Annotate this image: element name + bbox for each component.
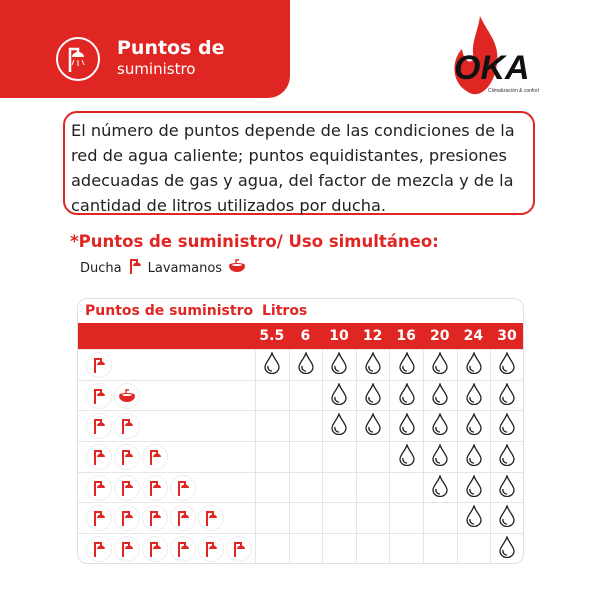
supply-points-cell <box>78 503 255 533</box>
liters-header-cell: 16 <box>396 328 416 344</box>
shower-icon <box>115 476 139 500</box>
table-row <box>78 472 523 503</box>
description-box: El número de puntos depende de las condiciones de la red de agua caliente; puntos equidistantes, presiones adecuadas de gas y agua, del factor de mezcla y de la cantidad de litros utilizados por ducha. <box>63 111 535 215</box>
col-header-points: Puntos de suministro <box>85 303 254 319</box>
liters-cell <box>356 503 390 533</box>
liters-cell <box>289 503 323 533</box>
liters-cell <box>255 534 289 564</box>
water-drop-icon <box>399 352 415 378</box>
water-drop-icon <box>466 505 482 531</box>
water-drop-icon <box>432 475 448 501</box>
water-drop-icon <box>365 352 381 378</box>
liters-cell <box>457 503 491 533</box>
col-header-liters: Litros <box>262 303 308 319</box>
liters-cell <box>356 411 390 441</box>
shower-icon <box>143 476 167 500</box>
liters-cell <box>255 381 289 411</box>
table-row <box>78 533 523 564</box>
svg-text:Climatización & confort: Climatización & confort <box>488 88 540 94</box>
water-drop-icon <box>432 413 448 439</box>
liters-cell <box>457 534 491 564</box>
liters-cell <box>490 503 524 533</box>
liters-cell <box>457 350 491 380</box>
liters-cell <box>356 473 390 503</box>
liters-cell <box>423 473 457 503</box>
liters-cell <box>322 473 356 503</box>
liters-header-cell: 24 <box>463 328 484 344</box>
shower-icon <box>87 537 111 561</box>
liters-cell <box>356 381 390 411</box>
shower-icon <box>87 506 111 530</box>
liters-cell <box>356 350 390 380</box>
water-drop-icon <box>499 475 515 501</box>
shower-icon <box>199 506 223 530</box>
liters-cell <box>423 381 457 411</box>
table-row <box>78 349 523 380</box>
supply-points-cell <box>78 381 255 411</box>
liters-cell <box>423 350 457 380</box>
supply-points-table <box>77 298 524 564</box>
page-subtitle: suministro <box>117 60 196 78</box>
liters-cell <box>490 381 524 411</box>
shower-icon <box>87 476 111 500</box>
washbasin-icon <box>228 259 246 277</box>
water-drop-icon <box>399 383 415 409</box>
water-drop-icon <box>432 352 448 378</box>
shower-icon <box>115 414 139 438</box>
shower-icon <box>171 506 195 530</box>
liters-cell <box>289 442 323 472</box>
shower-icon <box>143 445 167 469</box>
water-drop-icon <box>365 413 381 439</box>
liters-cell <box>255 350 289 380</box>
liters-cell <box>322 350 356 380</box>
legend-basin-label: Lavamanos <box>147 260 223 276</box>
liters-header-row <box>78 323 523 349</box>
shower-icon <box>143 537 167 561</box>
water-drop-icon <box>432 383 448 409</box>
liters-header-cell: 10 <box>329 328 349 344</box>
washbasin-icon <box>115 384 139 408</box>
water-drop-icon <box>365 383 381 409</box>
liters-cell <box>255 503 289 533</box>
water-drop-icon <box>264 352 280 378</box>
shower-icon <box>87 445 111 469</box>
liters-cell <box>289 350 323 380</box>
supply-points-cell <box>78 534 255 564</box>
liters-cell <box>389 442 423 472</box>
water-drop-icon <box>499 505 515 531</box>
liters-cell <box>423 534 457 564</box>
liters-cell <box>255 473 289 503</box>
water-drop-icon <box>466 475 482 501</box>
shower-icon <box>143 506 167 530</box>
shower-icon <box>199 537 223 561</box>
water-drop-icon <box>331 352 347 378</box>
water-drop-icon <box>499 413 515 439</box>
section-subtitle: *Puntos de suministro/ Uso simultáneo: <box>70 232 439 251</box>
supply-points-cell <box>78 350 255 380</box>
liters-cell <box>389 381 423 411</box>
water-drop-icon <box>499 444 515 470</box>
liters-cell <box>322 411 356 441</box>
liters-cell <box>457 381 491 411</box>
legend-shower-label: Ducha <box>80 260 122 276</box>
liters-cell <box>289 381 323 411</box>
shower-icon <box>128 258 142 278</box>
liters-cell <box>389 503 423 533</box>
liters-cell <box>356 534 390 564</box>
liters-header-cell: 5.5 <box>259 328 285 344</box>
legend <box>80 258 246 278</box>
liters-header-cell: 20 <box>430 328 450 344</box>
liters-cell <box>389 411 423 441</box>
water-drop-icon <box>499 352 515 378</box>
liters-cell <box>389 534 423 564</box>
liters-cell <box>322 442 356 472</box>
liters-cell <box>389 473 423 503</box>
liters-cell <box>289 411 323 441</box>
water-drop-icon <box>466 413 482 439</box>
liters-cell <box>490 350 524 380</box>
shower-icon <box>227 537 251 561</box>
table-row <box>78 380 523 411</box>
liters-cell <box>490 473 524 503</box>
water-drop-icon <box>499 536 515 562</box>
liters-cell <box>490 411 524 441</box>
liters-header-cell: 12 <box>362 328 383 344</box>
liters-cell <box>289 473 323 503</box>
liters-cell <box>457 411 491 441</box>
table-header <box>78 299 523 323</box>
shower-icon <box>87 414 111 438</box>
shower-icon <box>87 353 111 377</box>
shower-icon <box>115 445 139 469</box>
table-row <box>78 410 523 441</box>
liters-cell <box>255 442 289 472</box>
liters-cell <box>457 473 491 503</box>
shower-icon <box>115 506 139 530</box>
page-title: Puntos de <box>117 37 225 59</box>
svg-text:OKA: OKA <box>454 49 530 87</box>
water-drop-icon <box>466 444 482 470</box>
liters-cell <box>423 503 457 533</box>
table-row <box>78 441 523 472</box>
liters-cell <box>490 442 524 472</box>
oka-logo <box>440 14 560 104</box>
water-drop-icon <box>331 383 347 409</box>
liters-cell <box>423 442 457 472</box>
shower-icon <box>115 537 139 561</box>
liters-cell <box>322 381 356 411</box>
supply-points-cell <box>78 411 255 441</box>
liters-cell <box>490 534 524 564</box>
liters-cell <box>423 411 457 441</box>
shower-icon <box>171 537 195 561</box>
water-drop-icon <box>298 352 314 378</box>
water-drop-icon <box>331 413 347 439</box>
supply-points-cell <box>78 473 255 503</box>
shower-icon <box>87 384 111 408</box>
water-drop-icon <box>432 444 448 470</box>
water-drop-icon <box>399 444 415 470</box>
water-drop-icon <box>399 413 415 439</box>
header-banner <box>0 0 290 98</box>
water-drop-icon <box>466 383 482 409</box>
shower-icon <box>171 476 195 500</box>
liters-cell <box>289 534 323 564</box>
liters-header-cell: 30 <box>497 328 517 344</box>
water-drop-icon <box>466 352 482 378</box>
liters-cell <box>356 442 390 472</box>
liters-cell <box>255 411 289 441</box>
liters-cell <box>389 350 423 380</box>
liters-cell <box>457 442 491 472</box>
liters-header-cell: 6 <box>300 328 311 344</box>
liters-cell <box>322 503 356 533</box>
liters-cell <box>322 534 356 564</box>
table-row <box>78 502 523 533</box>
shower-icon <box>56 37 100 81</box>
water-drop-icon <box>499 383 515 409</box>
supply-points-cell <box>78 442 255 472</box>
